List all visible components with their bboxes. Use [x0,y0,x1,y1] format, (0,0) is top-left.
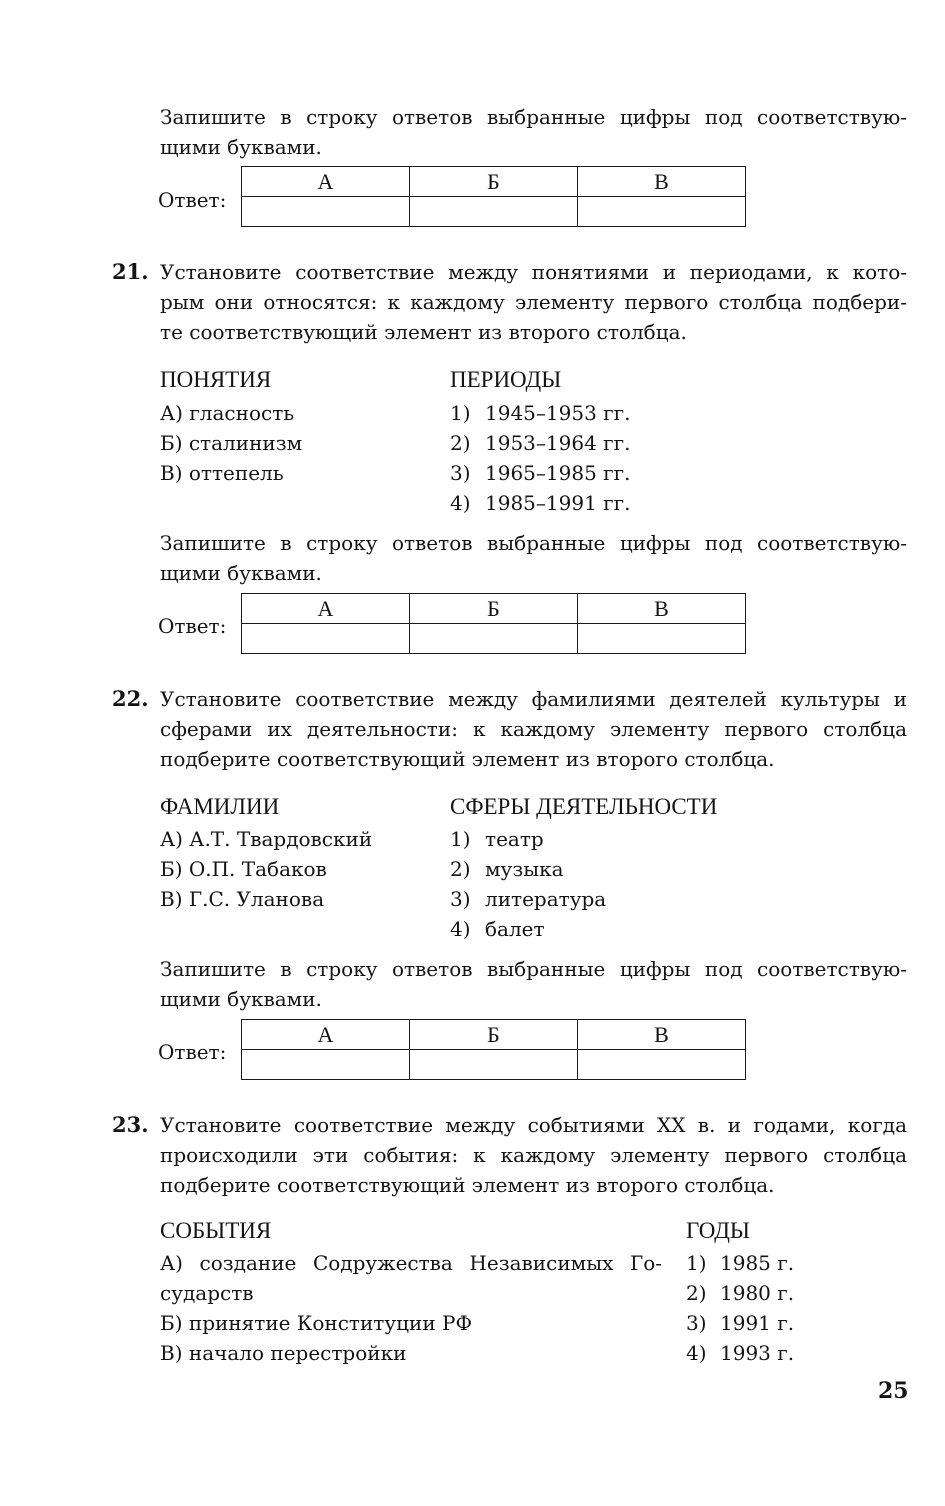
list-item-number: 3) [450,461,471,485]
answer-cell-b[interactable] [410,197,578,227]
list-item: Б) О.П. Табаков [160,857,327,881]
answer-label: Ответ: [158,1040,227,1064]
list-item: В) начало перестройки [160,1341,407,1365]
list-item-number: 1) [450,827,471,851]
list-item-number: 2) [450,857,471,881]
list-item: 1980 г. [720,1281,795,1305]
list-item: Б) сталинизм [160,431,303,455]
list-item: 1985–1991 гг. [485,491,631,515]
instruction-line: Запишите в строку ответов выбранные цифры под соответствую- [160,105,907,129]
answer-header-b: Б [410,1020,578,1050]
question-text: происходили эти события: к каждому элементу первого столбца [160,1143,907,1167]
list-item: балет [485,917,545,941]
column-header: СОБЫТИЯ [160,1218,272,1243]
list-item-number: 2) [450,431,471,455]
answer-header-a: А [242,594,410,624]
answer-label: Ответ: [158,614,227,638]
instruction-line: щими буквами. [160,561,322,585]
list-item-number: 3) [686,1311,707,1335]
instruction-line: щими буквами. [160,135,322,159]
list-item: В) оттепель [160,461,284,485]
answer-label: Ответ: [158,188,227,212]
list-item-number: 4) [686,1341,707,1365]
list-item: Б) принятие Конституции РФ [160,1311,473,1335]
question-number: 22. [112,686,149,711]
instruction-line: щими буквами. [160,987,322,1011]
list-item: 1953–1964 гг. [485,431,631,455]
question-text: подберите соответствующий элемент из второго столбца. [160,1173,775,1197]
answer-cell-v[interactable] [578,1050,746,1080]
question-text: рым они относятся: к каждому элементу первого столбца подбери- [160,290,907,314]
answer-table [241,1019,746,1080]
answer-cell-b[interactable] [410,1050,578,1080]
list-item-number: 1) [450,401,471,425]
answer-cell-v[interactable] [578,624,746,654]
instruction-line: Запишите в строку ответов выбранные цифры под соответствую- [160,531,907,555]
question-text: те соответствующий элемент из второго столбца. [160,320,687,344]
answer-header-b: Б [410,167,578,197]
question-text: сферами их деятельности: к каждому элементу первого столбца [160,717,907,741]
list-item: музыка [485,857,564,881]
answer-cell-v[interactable] [578,197,746,227]
list-item: 1991 г. [720,1311,795,1335]
answer-cell-a[interactable] [242,197,410,227]
instruction-line: Запишите в строку ответов выбранные цифры под соответствую- [160,957,907,981]
answer-cell-a[interactable] [242,624,410,654]
answer-header-v: В [578,167,746,197]
column-header: ПЕРИОДЫ [450,367,562,392]
question-text: Установите соответствие между событиями XX в. и годами, когда [160,1113,907,1137]
list-item: А) гласность [160,401,295,425]
column-header: ФАМИЛИИ [160,794,280,819]
list-item: А) создание Содружества Независимых Го- [160,1251,662,1275]
list-item: театр [485,827,544,851]
list-item-number: 2) [686,1281,707,1305]
list-item: 1985 г. [720,1251,795,1275]
list-item: В) Г.С. Уланова [160,887,325,911]
list-item-number: 3) [450,887,471,911]
page-number: 25 [878,1378,909,1404]
list-item: А) А.Т. Твардовский [160,827,373,851]
column-header: ГОДЫ [686,1218,750,1243]
answer-header-a: А [242,167,410,197]
question-text: Установите соответствие между понятиями и периодами, к кото- [160,260,907,284]
question-number: 21. [112,259,149,284]
question-number: 23. [112,1112,149,1137]
list-item-number: 4) [450,917,471,941]
answer-header-v: В [578,1020,746,1050]
answer-header-a: А [242,1020,410,1050]
list-item: 1965–1985 гг. [485,461,631,485]
list-item: 1993 г. [720,1341,795,1365]
list-item: сударств [160,1281,254,1305]
answer-header-b: Б [410,594,578,624]
list-item-number: 4) [450,491,471,515]
column-header: ПОНЯТИЯ [160,367,272,392]
list-item: литература [485,887,607,911]
question-text: подберите соответствующий элемент из второго столбца. [160,747,775,771]
list-item-number: 1) [686,1251,707,1275]
question-text: Установите соответствие между фамилиями деятелей культуры и [160,687,907,711]
answer-table [241,166,746,227]
answer-cell-b[interactable] [410,624,578,654]
answer-table [241,593,746,654]
list-item: 1945–1953 гг. [485,401,631,425]
column-header: СФЕРЫ ДЕЯТЕЛЬНОСТИ [450,794,718,819]
answer-header-v: В [578,594,746,624]
answer-cell-a[interactable] [242,1050,410,1080]
